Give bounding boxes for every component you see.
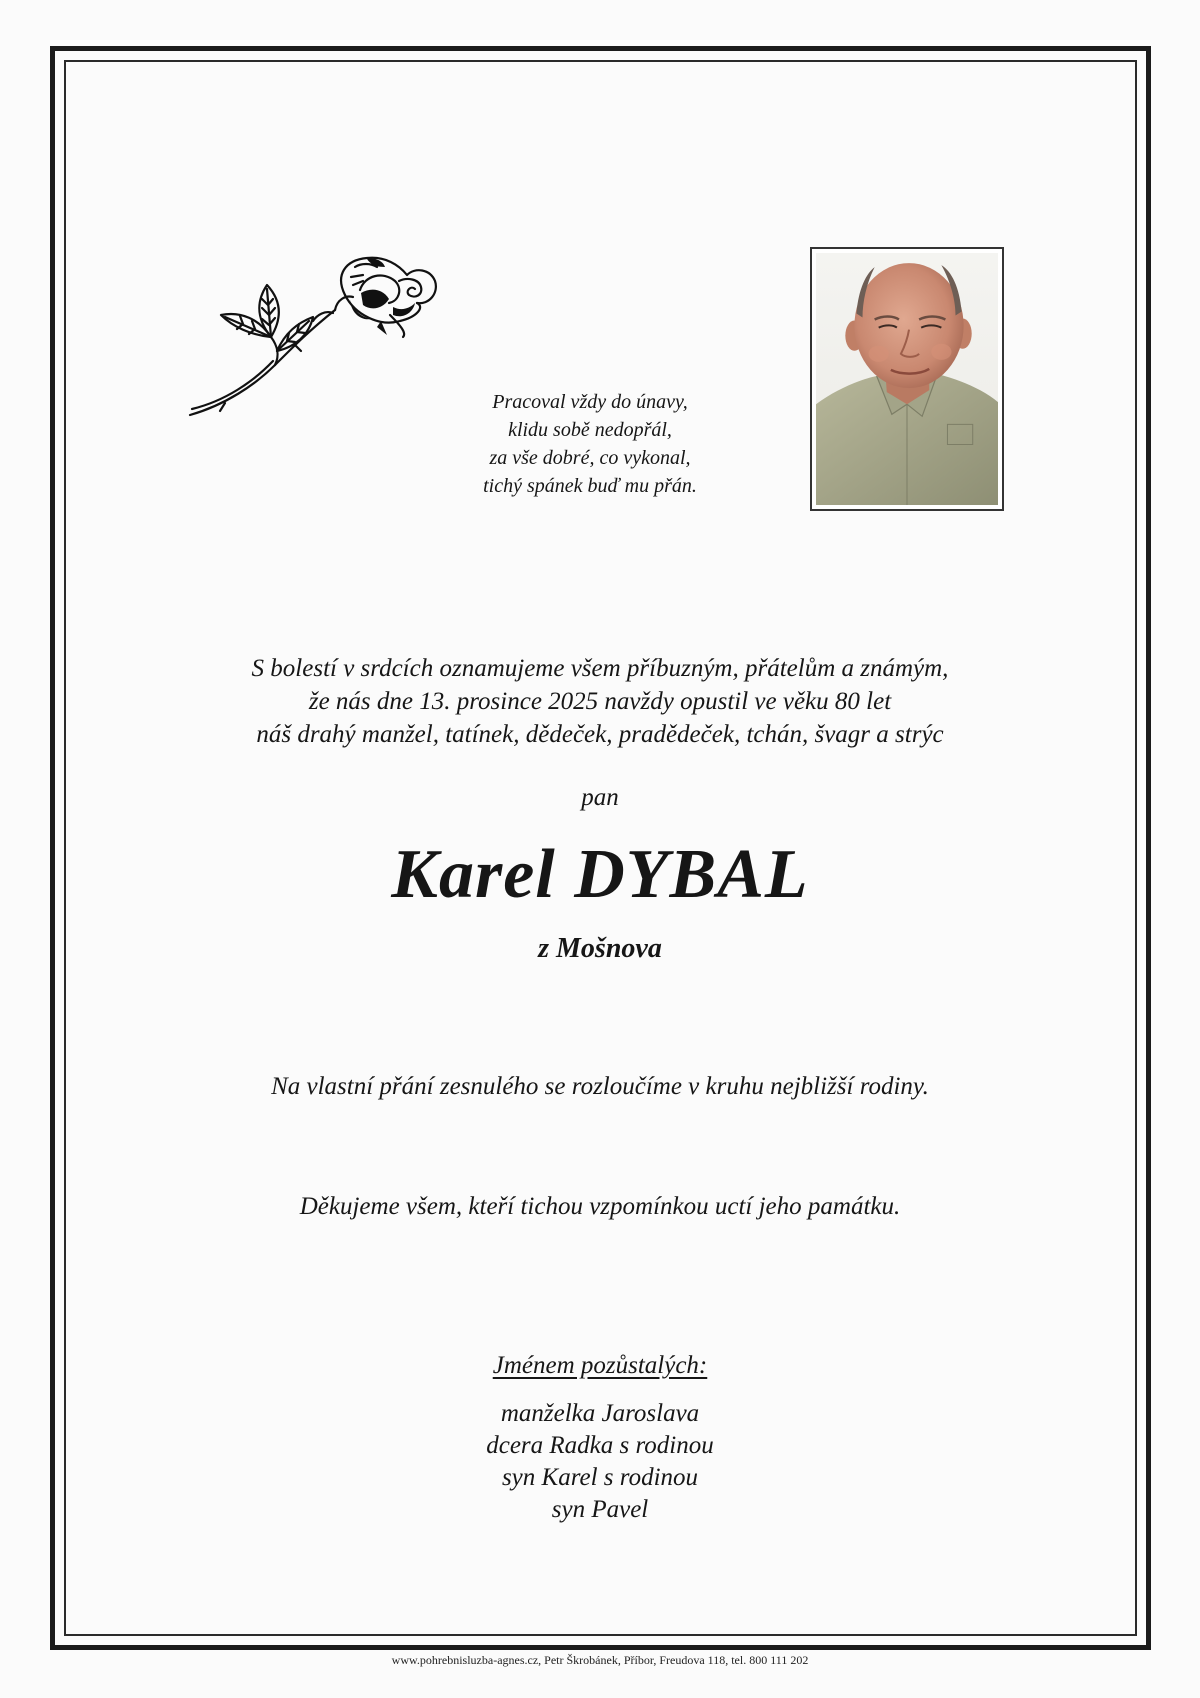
mourner-name: syn Karel s rodinou	[501, 1464, 699, 1491]
verse-line: tichý spánek buď mu přán.	[483, 475, 697, 497]
announcement-line: že nás dne 13. prosince 2025 navždy opustil ve věku 80 let	[308, 688, 892, 715]
verse-line: za vše dobré, co vykonal,	[489, 447, 691, 469]
funeral-service-footer: www.pohrebnisluzba-agnes.cz, Petr Škrobánek, Příbor, Freudova 118, tel. 800 111 202	[391, 1653, 809, 1667]
portrait-photo	[816, 253, 998, 505]
thanks-note: Děkujeme všem, kteří tichou vzpomínkou uctí jeho památku.	[299, 1193, 901, 1220]
deceased-name: Karel DYBAL	[391, 836, 809, 913]
farewell-note: Na vlastní přání zesnulého se rozloučíme v kruhu nejbližší rodiny.	[271, 1073, 929, 1100]
rose-icon	[185, 255, 455, 460]
salutation: pan	[581, 784, 619, 811]
memorial-verse	[440, 388, 740, 500]
verse-line: Pracoval vždy do únavy,	[492, 391, 688, 413]
announcement-text	[120, 652, 1080, 751]
deceased-origin: z Mošnova	[538, 933, 662, 964]
mourner-name: dcera Radka s rodinou	[486, 1432, 714, 1459]
verse-line: klidu sobě nedopřál,	[508, 419, 672, 441]
signature-heading	[0, 1352, 1200, 1380]
announcement-line: S bolestí v srdcích oznamujeme všem příbuzným, přátelům a známým,	[251, 655, 949, 682]
announcement-line: náš drahý manžel, tatínek, dědeček, pradědeček, tchán, švagr a strýc	[256, 721, 944, 748]
signature-heading-text: Jménem pozůstalých:	[492, 1352, 708, 1379]
mourner-name: syn Pavel	[551, 1496, 649, 1523]
portrait-frame	[810, 247, 1004, 511]
mourner-name: manželka Jaroslava	[500, 1400, 700, 1427]
mourners-list	[0, 1398, 1200, 1526]
